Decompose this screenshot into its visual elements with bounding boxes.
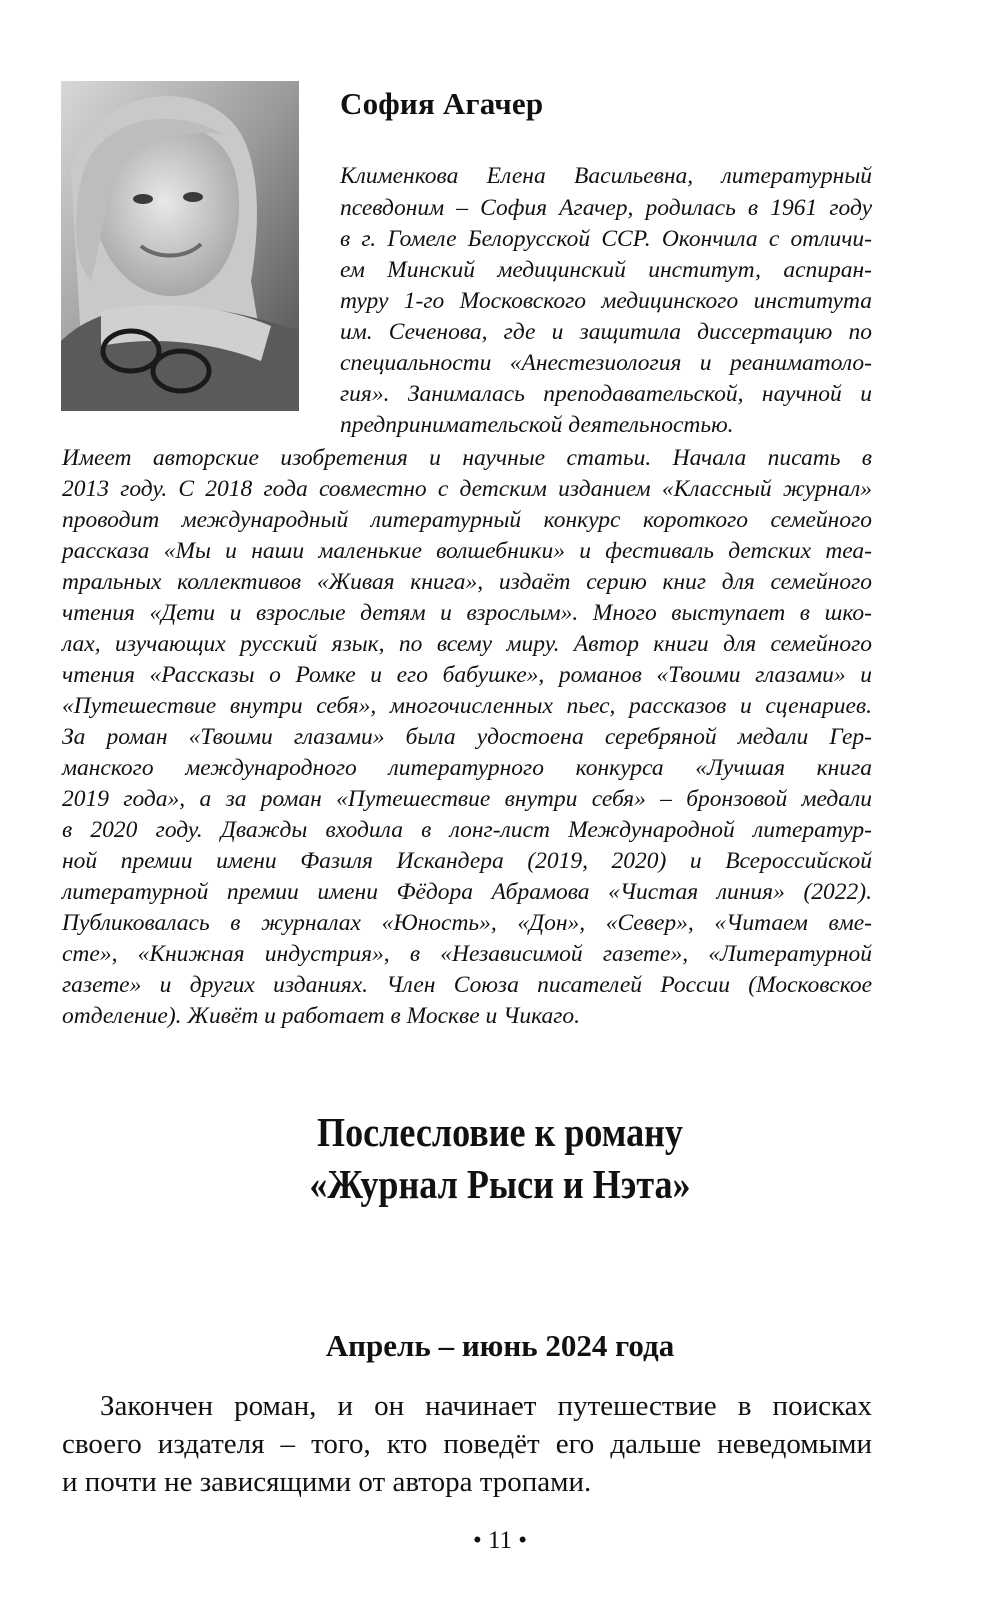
bio-line: ем Минский медицинский институт, аспиран- — [340, 257, 872, 283]
bio-line: Клименкова Елена Васильевна, литературный — [340, 163, 872, 189]
bio-line: Публиковалась в журналах «Юность», «Дон», «Север», «Читаем вме- — [62, 910, 872, 936]
author-portrait-icon — [61, 81, 299, 411]
bio-line: тральных коллективов «Живая книга», издаёт серию книг для семейного — [62, 569, 872, 595]
bio-line: «Путешествие внутри себя», многочисленных пьес, рассказов и сценариев. — [62, 693, 872, 719]
bio-line: сте», «Книжная индустрия», в «Независимой газете», «Литературной — [62, 941, 872, 967]
bio-line: псевдоним – София Агачер, родилась в 1961 году — [340, 195, 872, 221]
bio-line: отделение). Живёт и работает в Москве и Чикаго. — [62, 1003, 581, 1029]
author-photo — [61, 81, 299, 411]
bio-line: чтения «Дети и взрослые детям и взрослым». Много выступает в шко- — [62, 600, 872, 626]
bio-line: в г. Гомеле Белорусской ССР. Окончила с отличи- — [340, 226, 872, 252]
paragraph-line: своего издателя – того, кто поведёт его дальше неведомыми — [62, 1428, 872, 1460]
bio-line: туру 1-го Московского медицинского института — [340, 288, 872, 314]
afterword-title-line-1: Послесловие к роману — [317, 1109, 683, 1155]
paragraph-line: и почти не зависящими от автора тропами. — [62, 1466, 592, 1498]
bio-line: рассказа «Мы и наши маленькие волшебники» и фестиваль детских теа- — [62, 538, 872, 564]
bio-line: манского международного литературного конкурса «Лучшая книга — [62, 755, 872, 781]
afterword-title-line-2: «Журнал Рыси и Нэта» — [309, 1161, 691, 1207]
bio-line: предпринимательской деятельностью. — [340, 412, 734, 438]
bio-line: в 2020 году. Дважды входила в лонг-лист Международной литератур- — [62, 817, 872, 843]
paragraph-line: Закончен роман, и он начинает путешествие в поисках — [100, 1390, 872, 1422]
bio-line: лах, изучающих русский язык, по всему миру. Автор книги для семейного — [62, 631, 872, 657]
bio-line: За роман «Твоими глазами» была удостоена серебряной медали Гер- — [62, 724, 872, 750]
bio-line: 2019 года», а за роман «Путешествие внутри себя» – бронзовой медали — [62, 786, 872, 812]
page-number: • 11 • — [472, 1527, 528, 1554]
bio-line: литературной премии имени Фёдора Абрамова «Чистая линия» (2022). — [62, 879, 872, 905]
bio-line: им. Сеченова, где и защитила диссертацию по — [340, 319, 872, 345]
date-heading: Апрель – июнь 2024 года — [325, 1328, 675, 1363]
bio-line: проводит международный литературный конкурс короткого семейного — [62, 507, 872, 533]
bio-line: газете» и других изданиях. Член Союза писателей России (Московское — [62, 972, 872, 998]
bio-line: гия». Занималась преподавательской, научной и — [340, 381, 872, 407]
author-name: София Агачер — [340, 86, 544, 121]
bio-line: чтения «Рассказы о Ромке и его бабушке», романов «Твоими глазами» и — [62, 662, 872, 688]
bio-line: 2013 году. С 2018 года совместно с детским изданием «Классный журнал» — [62, 476, 872, 502]
bio-line: ной премии имени Фазиля Искандера (2019, 2020) и Всероссийской — [62, 848, 872, 874]
bio-line: специальности «Анестезиология и реаниматоло- — [340, 350, 872, 376]
bio-line: Имеет авторские изобретения и научные статьи. Начала писать в — [62, 445, 872, 471]
